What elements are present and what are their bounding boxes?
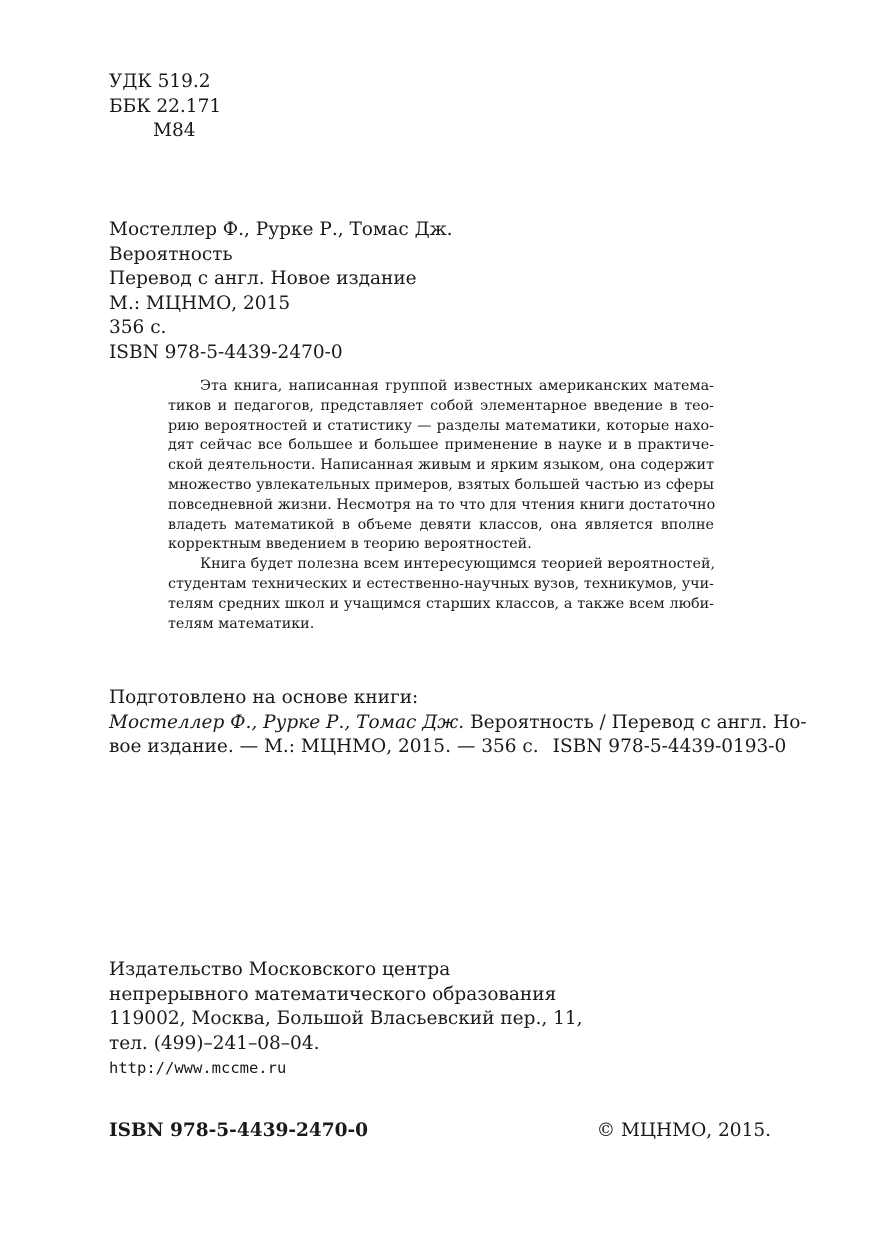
source-line [109, 735, 787, 760]
publisher-phone: тел. (499)–241–08–04. [109, 1032, 320, 1054]
classification-codes [109, 70, 221, 144]
publisher-url[interactable]: http://www.mccme.ru [109, 1059, 287, 1077]
page-count: 356 с. [109, 317, 167, 338]
publisher-address: 119002, Москва, Большой Власьевский пер., 11, [109, 1008, 583, 1029]
annotation-line: студентам технических и естественно-научных вузов, техникумов, учи- [168, 575, 714, 592]
udk-code: УДК 519.2 [109, 71, 211, 92]
annotation-line: ской деятельности. Написанная живым и ярким языком, она содержит [168, 457, 714, 474]
copyright: © МЦНМО, 2015. [596, 1120, 771, 1141]
source-heading: Подготовлено на основе книги: [109, 687, 419, 708]
source-imprint: вое издание. — М.: МЦНМО, 2015. — 356 с. [109, 736, 539, 757]
footer [109, 1119, 771, 1144]
source-authors: Мостеллер Ф., Рурке Р., Томас Дж. [109, 711, 465, 733]
edition: Перевод с англ. Новое издание [109, 268, 417, 289]
annotation-line: корректным введением в теорию вероятностей. [168, 536, 532, 553]
source-title: Вероятность / Перевод с англ. Но- [470, 711, 807, 733]
publisher-name: непрерывного математического образования [109, 983, 557, 1005]
book-title: Вероятность [109, 243, 233, 265]
annotation-line: рию вероятностей и статистику — разделы математики, которые нахо- [168, 417, 714, 434]
annotation [168, 377, 714, 634]
annotation-line: повседневной жизни. Несмотря на то что для чтения книги достаточно [168, 496, 716, 513]
publisher-year: М.: МЦНМО, 2015 [109, 292, 291, 314]
authors: Мостеллер Ф., Рурке Р., Томас Дж. [109, 219, 453, 240]
isbn: ISBN 978-5-4439-2470-0 [109, 341, 343, 363]
annotation-line: тиков и педагогов, представляет собой элементарное введение в тео- [168, 397, 714, 414]
author-mark: М84 [153, 120, 196, 141]
source-line [109, 711, 807, 736]
annotation-line: владеть математикой в объеме девяти классов, она является вполне [168, 516, 714, 533]
bibliographic-record [109, 218, 453, 365]
footer-isbn: ISBN 978-5-4439-2470-0 [109, 1120, 369, 1141]
annotation-line: телям средних школ и учащимся старших классов, а также всем люби- [168, 595, 714, 612]
bbk-code: ББК 22.171 [109, 95, 222, 117]
publisher-name: Издательство Московского центра [109, 959, 451, 980]
annotation-line: дят сейчас все большее и большее применение в науке и в практиче- [168, 437, 714, 454]
source-reference [109, 686, 807, 760]
publisher-info [109, 958, 583, 1081]
annotation-line: телям математики. [168, 615, 315, 632]
annotation-line: Эта книга, написанная группой известных американских матема- [200, 378, 714, 394]
annotation-line: Книга будет полезна всем интересующимся теорией вероятностей, [200, 556, 716, 573]
annotation-line: множество увлекательных примеров, взятых большей частью из сферы [168, 476, 714, 493]
source-isbn: ISBN 978-5-4439-0193-0 [552, 736, 787, 757]
